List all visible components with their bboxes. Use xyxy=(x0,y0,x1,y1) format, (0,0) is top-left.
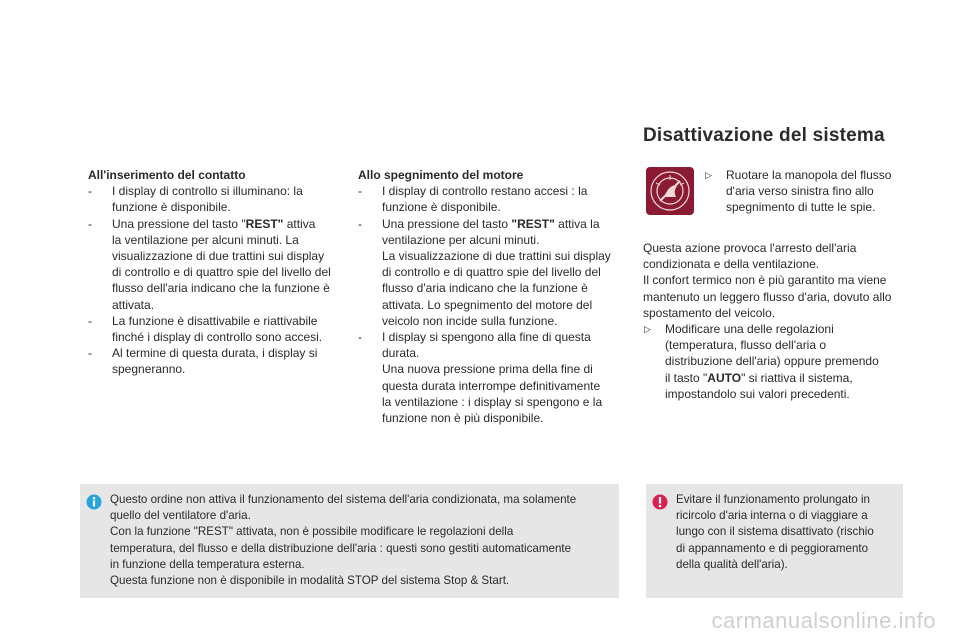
column-title: Allo spegnimento del motore xyxy=(358,168,524,182)
list-item: ▷ Modificare una delle regolazioni (temperatura, flusso dell'aria o distribuzione dell'aria) oppure premendo il tasto "AUTO" si riattiva il sistema, impostandolo sui valori precedenti. xyxy=(644,322,879,401)
list-item: ▷ Ruotare la manopola del flusso d'aria verso sinistra fino allo spegnimento di tutte le spie. xyxy=(705,168,892,215)
list-item: - Una pressione del tasto "REST" attiva la ventilazione per alcuni minuti. La visualizzazione di due trattini sui display di controllo e di quattro spie del livello del flusso dell'aria indicano che la funzione è attivata. xyxy=(88,216,350,313)
arrow-bullet-icon: ▷ xyxy=(705,170,712,180)
fan-dial-icon xyxy=(646,167,694,215)
dash-list xyxy=(358,183,624,426)
list-item: - Una pressione del tasto "REST" attiva la ventilazione per alcuni minuti. La visualizzazione di due trattini sui display di controllo e di quattro spie del livello del flusso d'aria indicano che la funzione è attivata. Lo spegnimento del motore del veicolo non incide sulla funzione. xyxy=(358,216,624,329)
watermark: carmanualsonline.info xyxy=(711,608,936,633)
list-item: - I display di controllo restano accesi : la funzione è disponibile. xyxy=(358,183,624,215)
dash-list xyxy=(88,183,350,377)
arrow-bullet-icon: ▷ xyxy=(644,324,651,335)
step-rotate-knob xyxy=(704,167,914,216)
column-title: All'inserimento del contatto xyxy=(88,168,246,182)
section-heading: Disattivazione del sistema xyxy=(643,125,885,146)
warning-box xyxy=(646,484,903,598)
column-deactivation-text xyxy=(643,240,918,402)
warning-icon xyxy=(652,494,668,510)
info-icon xyxy=(86,494,102,510)
list-item: - I display di controllo si illuminano: la funzione è disponibile. xyxy=(88,183,350,215)
list-item: - I display si spengono alla fine di questa durata. Una nuova pressione prima della fine di questa durata interrompe definitivamente la ventilazione : i display si spengono e la funzione non è più disponibile. xyxy=(358,329,624,426)
warning-text: Evitare il funzionamento prolungato in ricircolo d'aria interna o di viaggiare a lungo con il sistema disattivato (rischio di appannamento e di peggioramento della qualità dell'aria). xyxy=(676,493,874,571)
column-engine-off xyxy=(358,167,624,426)
column-ignition-on xyxy=(88,167,350,378)
info-note-text: Questo ordine non attiva il funzionamento del sistema dell'aria condizionata, ma solamente quello del ventilatore d'aria. Con la funzione "REST" attivata, non è possibile modificare le regolazioni della temperatura, del flusso e della distribuzione dell'aria : questi sono gestiti automaticamente in funzione della temperatura esterna. Questa funzione non è disponibile in modalità STOP del sistema Stop & Start. xyxy=(110,493,577,588)
list-item: - La funzione è disattivabile e riattivabile finché i display di controllo sono accesi. xyxy=(88,313,350,345)
paragraph: Questa azione provoca l'arresto dell'aria condizionata e della ventilazione. Il confort termico non è più garantito ma viene mantenuto un leggero flusso d'aria, dovuto allo spostamento del veicolo. xyxy=(643,241,892,320)
info-note-box xyxy=(80,484,619,598)
list-item: - Al termine di questa durata, i display si spegneranno. xyxy=(88,345,350,377)
